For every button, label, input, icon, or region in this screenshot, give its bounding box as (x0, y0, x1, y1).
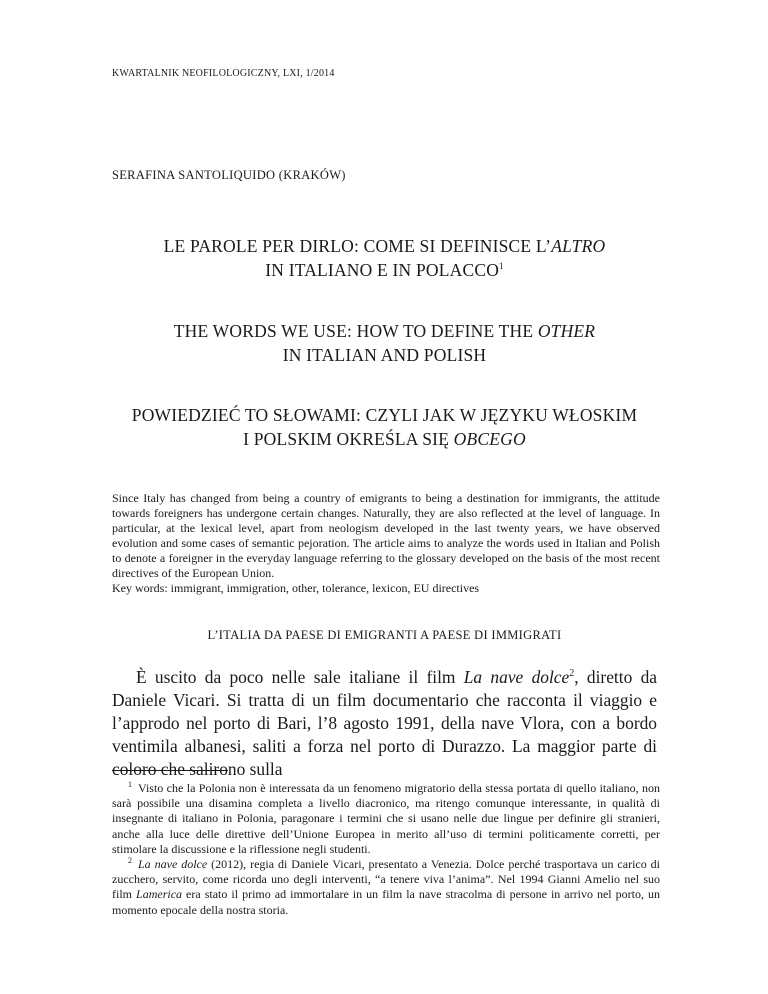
footnote-text: (2012), regia di Daniele Vicari, presentato a Venezia. Dolce perché trasportava un carico di zucchero, servito, come ricorda uno degli interventi, “a tenere viva l’anima”. Nel 1994 Gianni Amelio nel suo film (112, 857, 661, 902)
body-paragraph (112, 666, 657, 781)
title-italian-line1 (112, 234, 657, 258)
keywords: Key words: immigrant, immigration, other, tolerance, lexicon, EU directives (112, 581, 480, 595)
title-english-italic-word: OTHER (537, 321, 596, 341)
footnote-2 (112, 857, 660, 918)
title-italian-line2 (112, 258, 657, 282)
abstract (112, 491, 660, 596)
footnote-text: era stato il primo ad immortalare in un film la nave stracolma di persone in arrivo nel porto, un momento epocale della nostra storia. (112, 887, 661, 917)
title-polish-line1: POWIEDZIEĆ TO SŁOWAMI: CZYLI JAK W JĘZYKU WŁOSKIM (131, 405, 638, 425)
title-polish-line2-text: I POLSKIM OKREŚLA SIĘ (243, 429, 454, 449)
title-italian (112, 234, 657, 282)
film-title: La nave dolce (463, 667, 570, 687)
title-polish (112, 403, 657, 451)
journal-header: KWARTALNIK NEOFILOLOGICZNY, LXI, 1/2014 (112, 68, 335, 79)
abstract-text: Since Italy has changed from being a country of emigrants to being a destination for immigrants, the attitude towards foreigners has undergone certain changes. Naturally, they are also reflected at the level of language. In particular, at the lexical level, apart from neologism developed in the last twenty years, we have observed evolution and some cases of semantic pejoration. The article aims to analyze the words used in Italian and Polish to denote a foreigner in the everyday language referring to the glossary developed on the basis of the most recent directives of the European Union. (112, 491, 660, 580)
title-polish-line2 (112, 427, 657, 451)
title-italian-italic-word: ALTRO (551, 236, 606, 256)
footnotes (112, 781, 660, 918)
footnote-text: Visto che la Polonia non è interessata da un fenomeno migratorio della stessa portata di quello italiano, non sarà possibile una disamina completa a livello diacronico, ma ritengo comunque interessante, in qualità di insegnante di italiano in Polonia, paragonare i termini che si usano nelle due lingue per definire gli stranieri, anche alla luce delle direttive dell’Unione Europea in merito all’uso di termini politicamente corretti, per stimolare la discussione e la riflessione negli studenti. (112, 781, 660, 856)
section-heading: L’ITALIA DA PAESE DI EMIGRANTI A PAESE DI IMMIGRATI (207, 628, 562, 642)
title-english (112, 319, 657, 367)
title-polish-italic-word: OBCEGO (453, 429, 526, 449)
title-italian-line2-text: IN ITALIANO E IN POLACCO (265, 260, 500, 280)
body-text-segment: È uscito da poco nelle sale italiane il film (136, 667, 464, 687)
title-italian-line1-text: LE PAROLE PER DIRLO: COME SI DEFINISCE L’ (163, 236, 552, 256)
body-text-segment: , diretto da Daniele Vicari. Si tratta di un film documentario che racconta il viaggio e l’approdo nel porto di Bari, l’8 agosto 1991, della nave Vlora, con a bordo ventimila albanesi, saliti a forza nel porto di Durazzo. La maggior parte di coloro che salirono sulla (112, 667, 657, 779)
author-line: SERAFINA SANTOLIQUIDO (KRAKÓW) (112, 168, 346, 182)
footnote-film-title: Lamerica (136, 887, 183, 902)
title-english-line1-text: THE WORDS WE USE: HOW TO DEFINE THE (173, 321, 538, 341)
footnote-1 (112, 781, 660, 857)
footnote-film-title: La nave dolce (138, 857, 208, 872)
footnote-ref-2[interactable]: 2 (569, 668, 575, 679)
footnote-ref-1[interactable]: 1 (499, 261, 504, 271)
title-english-line2: IN ITALIAN AND POLISH (282, 345, 487, 365)
footnote-number: 2 (128, 856, 132, 866)
body-text (112, 666, 657, 781)
footnote-number: 1 (128, 780, 132, 789)
title-english-line1 (112, 319, 657, 343)
footnote-divider (112, 770, 228, 771)
